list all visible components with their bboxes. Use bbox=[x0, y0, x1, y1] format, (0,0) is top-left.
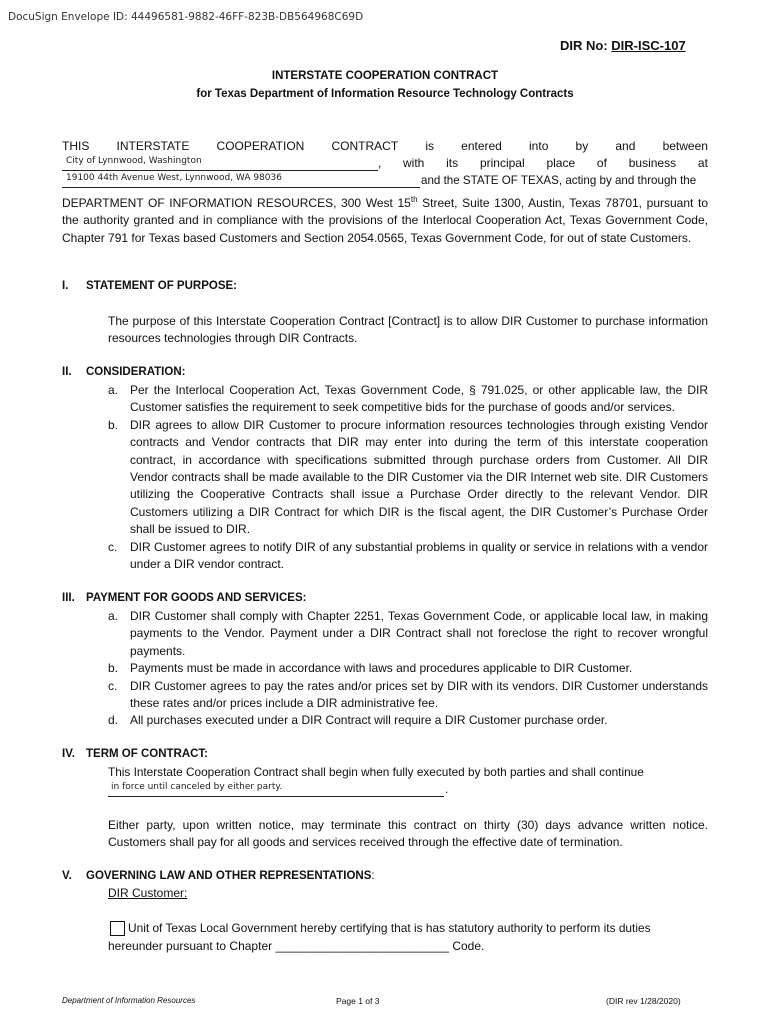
section-5-title bbox=[86, 870, 375, 882]
checkbox-text-2a: hereunder pursuant to Chapter bbox=[108, 939, 273, 953]
intro-word: into bbox=[529, 139, 549, 153]
list-item bbox=[108, 539, 708, 574]
chapter-blank-field[interactable]: __________________________ bbox=[275, 939, 449, 953]
intro-word: principal bbox=[479, 156, 525, 170]
list-text: Payments must be made in accordance with laws and procedures applicable to DIR Customer. bbox=[130, 661, 633, 676]
intro-paragraph: DEPARTMENT OF INFORMATION RESOURCES, 300 West 15th Street, Suite 1300, Austin, Texas 78701, pursuant to the authority granted and in compliance with the provisions of the Interlocal Cooperation Act, Texas Government Code, Chapter 791 for Texas based Customers and Section 2054.0565, Texas Government Code, for out of state Customers. bbox=[62, 195, 709, 245]
section-3-title: PAYMENT FOR GOODS AND SERVICES: bbox=[86, 592, 307, 604]
checkbox-text-2 bbox=[108, 939, 484, 953]
list-label: c. bbox=[108, 539, 118, 554]
intro-word: its bbox=[446, 156, 459, 170]
section-4-text-2: Either party, upon written notice, may terminate this contract on thirty (30) days advance written notice. Customers shall pay for all goods and services received through the effective date of termination. bbox=[108, 818, 708, 850]
section-5-number: V. bbox=[62, 870, 72, 882]
footer-left: Department of Information Resources bbox=[62, 996, 196, 1005]
section-4-text: This Interstate Cooperation Contract shall begin when fully executed by both parties and shall continue bbox=[108, 765, 644, 779]
checkbox-text-2b: Code. bbox=[452, 939, 485, 953]
list-text: DIR Customer agrees to notify DIR of any substantial problems in quality or service in relations with a vendor under a DIR vendor contract. bbox=[130, 539, 708, 572]
checkbox-text-1: Unit of Texas Local Government hereby certifying that is has statutory authority to perform its duties bbox=[128, 921, 651, 935]
section-1-text: The purpose of this Interstate Cooperation Contract [Contract] is to allow DIR Customer to purchase information resources technologies through DIR Contracts. bbox=[108, 314, 708, 346]
section-1-number: I. bbox=[62, 280, 69, 292]
list-item bbox=[108, 382, 708, 417]
intro-word: between bbox=[662, 139, 708, 153]
intro-word: INTERSTATE bbox=[116, 139, 190, 153]
intro-word: business bbox=[628, 156, 677, 170]
term-field[interactable] bbox=[108, 782, 444, 797]
customer-name-value: City of Lynnwood, Washington bbox=[66, 156, 202, 166]
list-label: c. bbox=[108, 678, 118, 693]
section-5-colon: : bbox=[371, 870, 375, 882]
section-4-number: IV. bbox=[62, 748, 76, 760]
list-item bbox=[108, 660, 708, 677]
customer-name-field[interactable] bbox=[62, 156, 378, 171]
local-government-checkbox[interactable] bbox=[110, 921, 125, 936]
intro-word: and bbox=[615, 139, 636, 153]
list-label: d. bbox=[108, 713, 119, 728]
dir-customer-subheading: DIR Customer: bbox=[108, 886, 188, 900]
list-text: DIR Customer shall comply with Chapter 2251, Texas Government Code, or applicable local law, in making payments to the Vendor. Payment under a DIR Contract shall not foreclose the right to recover wrongful payments. bbox=[130, 609, 708, 658]
list-label: a. bbox=[108, 609, 119, 623]
list-item bbox=[108, 712, 708, 729]
intro-line-1 bbox=[62, 139, 708, 153]
intro-word: of bbox=[596, 156, 607, 170]
footer-right: (DIR rev 1/28/2020) bbox=[606, 996, 681, 1006]
document-title: INTERSTATE COOPERATION CONTRACT bbox=[271, 70, 499, 82]
list-label: b. bbox=[108, 661, 119, 676]
intro-word: at bbox=[697, 156, 708, 170]
list-item bbox=[108, 678, 708, 713]
section-2-title: CONSIDERATION: bbox=[86, 366, 186, 378]
list-item bbox=[108, 608, 708, 660]
section-3-list bbox=[108, 608, 708, 730]
dir-number bbox=[560, 38, 686, 53]
section-2-list bbox=[108, 382, 708, 573]
envelope-id: DocuSign Envelope ID: 44496581-9882-46FF-823B-DB564968C69D bbox=[8, 11, 364, 23]
list-text: All purchases executed under a DIR Contract will require a DIR Customer purchase order. bbox=[130, 713, 608, 728]
intro-line-2 bbox=[403, 156, 708, 170]
intro-word: place bbox=[546, 156, 576, 170]
intro-word: COOPERATION bbox=[216, 139, 305, 153]
comma: , bbox=[378, 156, 382, 170]
term-end: . bbox=[445, 782, 449, 796]
customer-address-field[interactable] bbox=[62, 173, 420, 188]
dir-number-label: DIR No: bbox=[560, 38, 608, 53]
section-2-number: II. bbox=[62, 366, 72, 378]
term-value: in force until canceled by either party. bbox=[111, 782, 283, 792]
section-1-title: STATEMENT OF PURPOSE: bbox=[86, 280, 237, 292]
section-3-number: III. bbox=[62, 592, 75, 604]
intro-word: THIS bbox=[62, 139, 90, 153]
list-text: DIR Customer agrees to pay the rates and/or prices set by DIR with its vendors. DIR Customer understands these rates and/or prices include a DIR administrative fee. bbox=[130, 678, 708, 711]
section-5-title-text: GOVERNING LAW AND OTHER REPRESENTATIONS bbox=[86, 870, 372, 882]
document-subtitle: for Texas Department of Information Resource Technology Contracts bbox=[196, 88, 574, 100]
intro-tail: and the STATE OF TEXAS, acting by and through the bbox=[421, 174, 697, 187]
intro-word: by bbox=[575, 139, 589, 153]
intro-word: entered bbox=[461, 139, 502, 153]
customer-address-value: 19100 44th Avenue West, Lynnwood, WA 98036 bbox=[66, 173, 282, 183]
list-text: DIR agrees to allow DIR Customer to procure information resources technologies through existing Vendor contracts and Vendor contracts that DIR may enter into during the term of this interstate cooperation contract, in accordance with specifications submitted through purchase orders from Customer. All DIR Vendor contracts shall be made available to the DIR Customer via the DIR Internet web site. DIR Customers utilizing the Cooperative Contracts shall issue a Purchase Order directly to the relevant Vendor. DIR Customers utilizing a DIR Contract for which DIR is the fiscal agent, the DIR Customer’s Purchase Order shall be issued to DIR. bbox=[130, 417, 708, 537]
intro-word: with bbox=[403, 156, 425, 170]
list-label: a. bbox=[108, 383, 119, 397]
section-4-title: TERM OF CONTRACT: bbox=[86, 748, 209, 760]
list-text: Per the Interlocal Cooperation Act, Texas Government Code, § 791.025, or other applicable law, the DIR Customer satisfies the requirement to seek competitive bids for the purchase of goods and/or services. bbox=[130, 383, 708, 415]
footer-page: Page 1 of 3 bbox=[336, 996, 380, 1006]
list-item bbox=[108, 417, 708, 539]
dir-number-code: DIR-ISC-107 bbox=[611, 38, 686, 53]
intro-word: CONTRACT bbox=[331, 139, 399, 153]
intro-word: is bbox=[425, 139, 434, 153]
list-label: b. bbox=[108, 417, 119, 432]
